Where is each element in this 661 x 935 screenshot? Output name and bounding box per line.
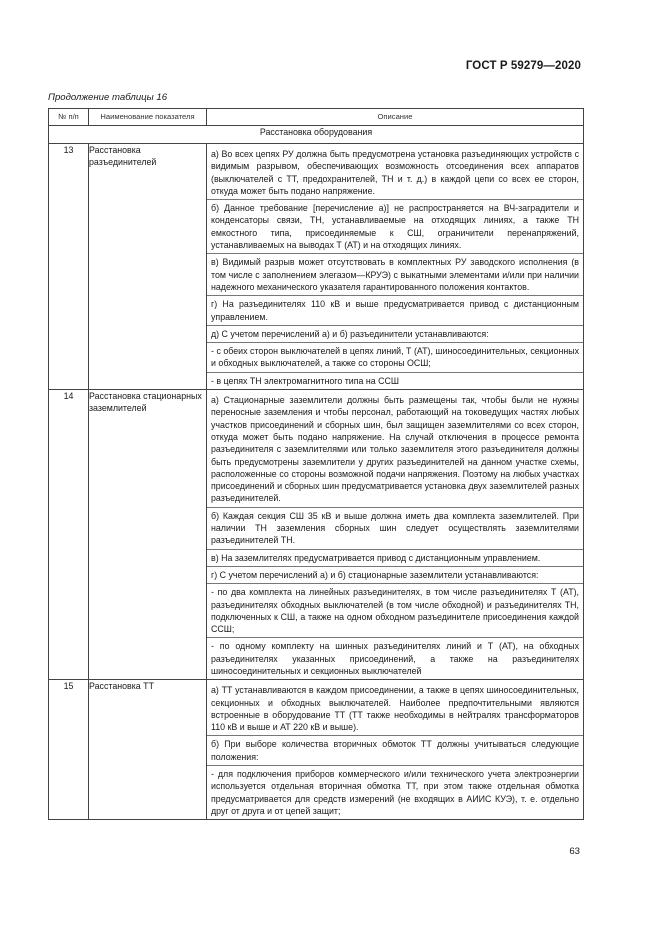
document-code: ГОСТ Р 59279—2020 bbox=[465, 60, 581, 72]
column-header-name: Наименование показателя bbox=[89, 109, 207, 126]
description-paragraph: б) Каждая секция СШ 35 кВ и выше должна иметь два комплекта заземлителей. При наличии ТН заземления сборных шин следует осуществлять заземлителями разъединителей ТН. bbox=[207, 508, 583, 550]
description-paragraph: - по одному комплекту на шинных разъединителях линий и Т (АТ), на обходных разъединителях указанных присоединений, а также на разъединителях шиносоединительных и секционных выключателей bbox=[211, 641, 579, 676]
section-title: Расстановка оборудования bbox=[49, 126, 584, 144]
row-description bbox=[207, 144, 584, 390]
row-name: Расстановка ТТ bbox=[89, 680, 207, 820]
row-name: Расстановка стационарных заземлителей bbox=[89, 390, 207, 680]
page-number: 63 bbox=[569, 846, 580, 857]
description-paragraph: - для подключения приборов коммерческого и/или технического учета электроэнергии используется отдельная вторичная обмотка ТТ, при этом также отдельная обмотка предусматривается для средств измерений (не входящих в АИИС КУЭ), т. е. отдельно друг от друга и от цепей защит; bbox=[211, 769, 579, 816]
description-paragraph: б) Данное требование [перечисление а)] не распространяется на ВЧ-заградители и конденсаторы связи, ТН, устанавливаемые на отходящих линиях, а также ТН емкостного типа, присоединяемые к СШ, ограничители перенапряжений, устанавливаемых на выводах Т (АТ) и на отходящих линиях. bbox=[207, 200, 583, 254]
table-header-row bbox=[49, 109, 584, 126]
description-paragraph: а) ТТ устанавливаются в каждом присоединении, а также в цепях шиносоединительных, секционных и обходных выключателей. Наиболее предпочтительными являются встроенные в оборудование ТТ (ТТ также необходимы в нейтралях трансформаторов 110 кВ и выше и АТ 220 кВ и выше). bbox=[207, 680, 583, 736]
row-number: 14 bbox=[49, 390, 89, 680]
description-paragraph: в) Видимый разрыв может отсутствовать в комплектных РУ заводского исполнения (в том числе с заполнением элегазом—КРУЭ) с выкатными элементами и/или при наличии надежного механического указателя гарантированного положения контактов. bbox=[207, 254, 583, 296]
description-paragraph: - по два комплекта на линейных разъединителях, в том числе разъединителях Т (АТ), разъединителях обходных выключателей (в том числе обходной) и разъединителях ТН, подключенных к СШ, а также на одном обходном разъединителе присоединения каждой ССШ; bbox=[207, 584, 583, 638]
column-header-number: № п/п bbox=[49, 109, 89, 126]
description-paragraph: в) На заземлителях предусматривается привод с дистанционным управлением. bbox=[207, 550, 583, 567]
description-paragraph: - с обеих сторон выключателей в цепях линий, Т (АТ), шиносоединительных, секционных и обходных выключателей, а также со стороны ОСШ; bbox=[207, 343, 583, 373]
section-row bbox=[49, 126, 584, 144]
column-header-description: Описание bbox=[207, 109, 584, 126]
table-row bbox=[49, 390, 584, 680]
row-number: 13 bbox=[49, 144, 89, 390]
description-paragraph: а) Стационарные заземлители должны быть размещены так, чтобы были не нужны переносные заземления и чтобы персонал, работающий на токоведущих частях любых участков присоединений и сборных шин, был защищен заземлителями со всех сторон, откуда может быть подано напряжение. На случай отключения в процессе ремонта разъединителя с заземлителями или только заземлителя этого разъединителя должны быть предусмотрены заземлители у других разъединителей на данном участке схемы, расположенные со стороны возможной подачи напряжения. Поэтому на любых участках присоединений и сборных шин предусматривается установка двух заземлителей разных разъединителей. bbox=[207, 390, 583, 508]
description-paragraph: а) Во всех цепях РУ должна быть предусмотрена установка разъединяющих устройств с видимым разрывом, обеспечивающих возможность отсоединения всех аппаратов (выключателей с ТТ, предохранителей, ТН и т. д.) в каждой цепи со всех ее сторон, откуда может быть подано напряжение. bbox=[207, 144, 583, 200]
table-caption: Продолжение таблицы 16 bbox=[48, 92, 168, 103]
row-description bbox=[207, 680, 584, 820]
row-name: Расстановка разъединителей bbox=[89, 144, 207, 390]
indicators-table bbox=[48, 108, 584, 820]
table-row bbox=[49, 144, 584, 390]
description-paragraph: б) При выборе количества вторичных обмоток ТТ должны учитываться следующие положения: bbox=[207, 736, 583, 766]
description-paragraph: - в цепях ТН электромагнитного типа на ССШ bbox=[211, 375, 399, 386]
row-number: 15 bbox=[49, 680, 89, 820]
description-paragraph: г) С учетом перечислений а) и б) стационарные заземлители устанавливаются: bbox=[207, 567, 583, 584]
description-paragraph: д) С учетом перечислений а) и б) разъединители устанавливаются: bbox=[207, 326, 583, 343]
description-paragraph: г) На разъединителях 110 кВ и выше предусматривается привод с дистанционным управлением. bbox=[207, 296, 583, 326]
row-description bbox=[207, 390, 584, 680]
table-row bbox=[49, 680, 584, 820]
